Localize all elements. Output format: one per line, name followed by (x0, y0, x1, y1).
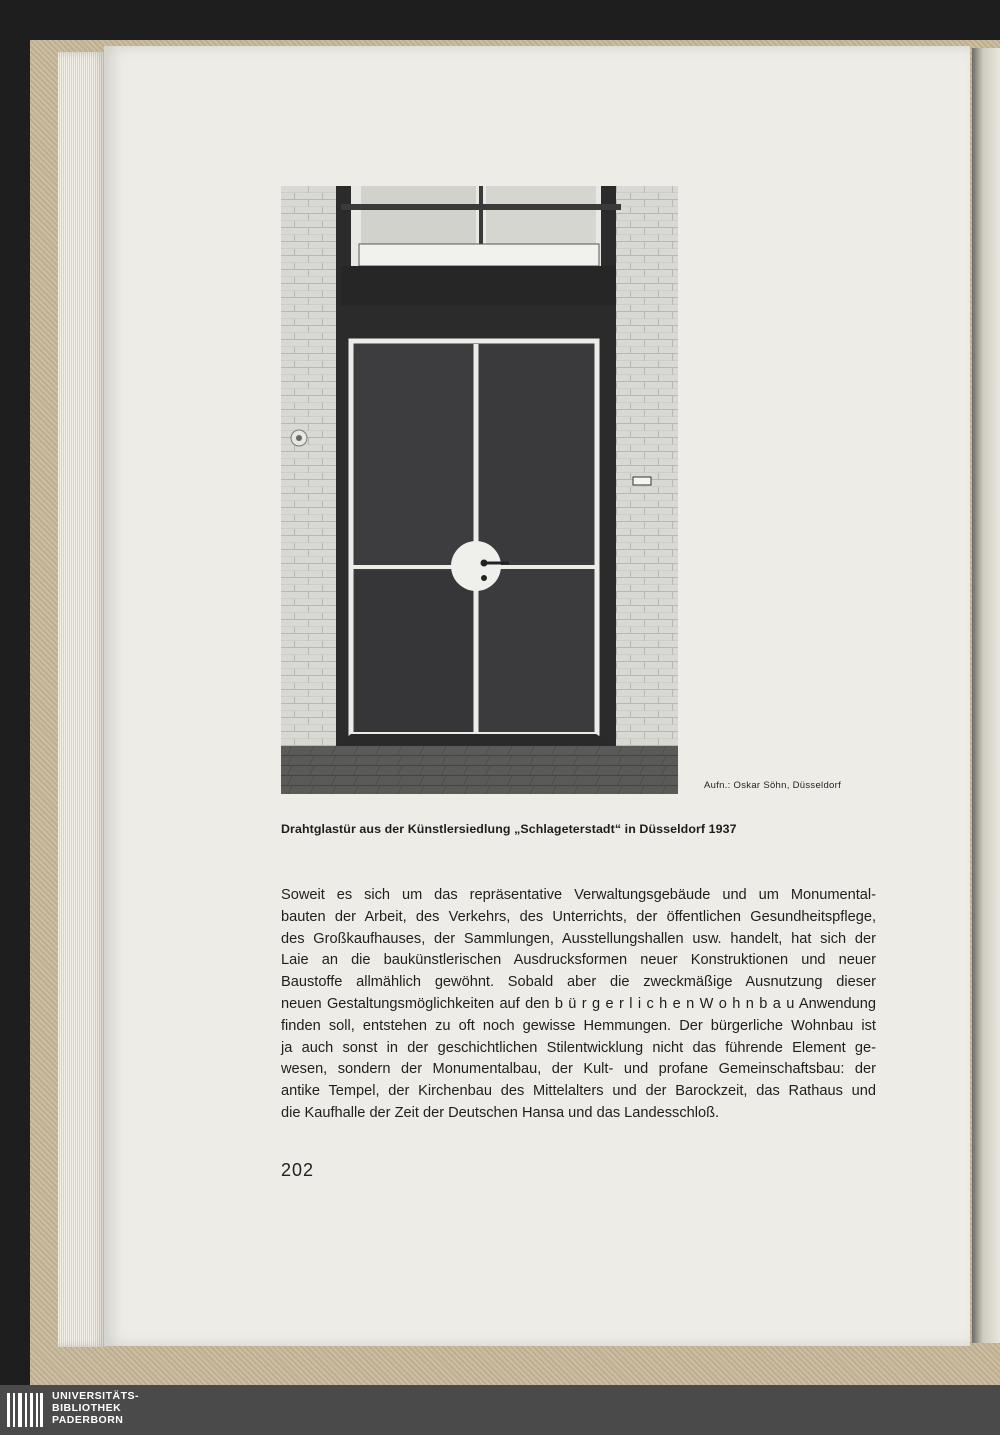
library-footer (0, 1385, 1000, 1435)
page-edges (58, 52, 106, 1347)
body-line: Baustoffe allmählich gewöhnt. Sobald aber die zweckmäßige Ausnutzung dieser (281, 974, 876, 991)
library-name-line1: UNIVERSITÄTS- (52, 1390, 140, 1402)
page-number: 202 (281, 1160, 315, 1180)
library-name-line3: PADERBORN (52, 1414, 124, 1426)
body-line: des Großkaufhauses, der Sammlungen, Ausstellungshallen usw. handelt, hat sich der (281, 930, 876, 947)
body-line: finden soll, entstehen zu oft noch gewisse Hemmungen. Der bürgerliche Wohnbau ist (281, 1017, 876, 1034)
body-paragraph (281, 885, 876, 1125)
door-photograph (281, 186, 678, 794)
body-line: antike Tempel, der Kirchenbau des Mittelalters und der Barockzeit, das Rathaus und (281, 1083, 876, 1100)
body-line: ja auch sonst in der geschichtlichen Stilentwicklung nicht das führende Element ge- (281, 1039, 876, 1056)
body-line: neuen Gestaltungsmöglichkeiten auf den b ü r g e r l i c h e n W o h n b a u Anwendung (281, 995, 876, 1012)
library-name-line2: BIBLIOTHEK (52, 1402, 122, 1414)
library-name (52, 1390, 139, 1426)
photo-credit: Aufn.: Oskar Söhn, Düsseldorf (704, 780, 842, 791)
body-line: Soweit es sich um das repräsentative Verwaltungsgebäude und um Monumental- (281, 887, 876, 903)
door-photo-illustration (281, 186, 678, 794)
body-line: bauten der Arbeit, des Verkehrs, des Unterrichts, der öffentlichen Gesundheitspflege, (281, 908, 876, 925)
photo-caption: Drahtglastür aus der Künstlersiedlung „Schlageterstadt“ in Düsseldorf 1937 (281, 822, 737, 836)
body-line: die Kaufhalle der Zeit der Deutschen Hansa und das Landesschloß. (281, 1104, 720, 1121)
body-line: Laie an die baukünstlerischen Ausdrucksformen neuer Konstruktionen und neuer (281, 952, 876, 969)
library-logo-icon (6, 1391, 44, 1429)
body-line: wesen, sondern der Monumentalbau, der Kult- und profane Gemeinschaftsbau: der (281, 1061, 876, 1078)
next-page-edge (972, 48, 1000, 1343)
